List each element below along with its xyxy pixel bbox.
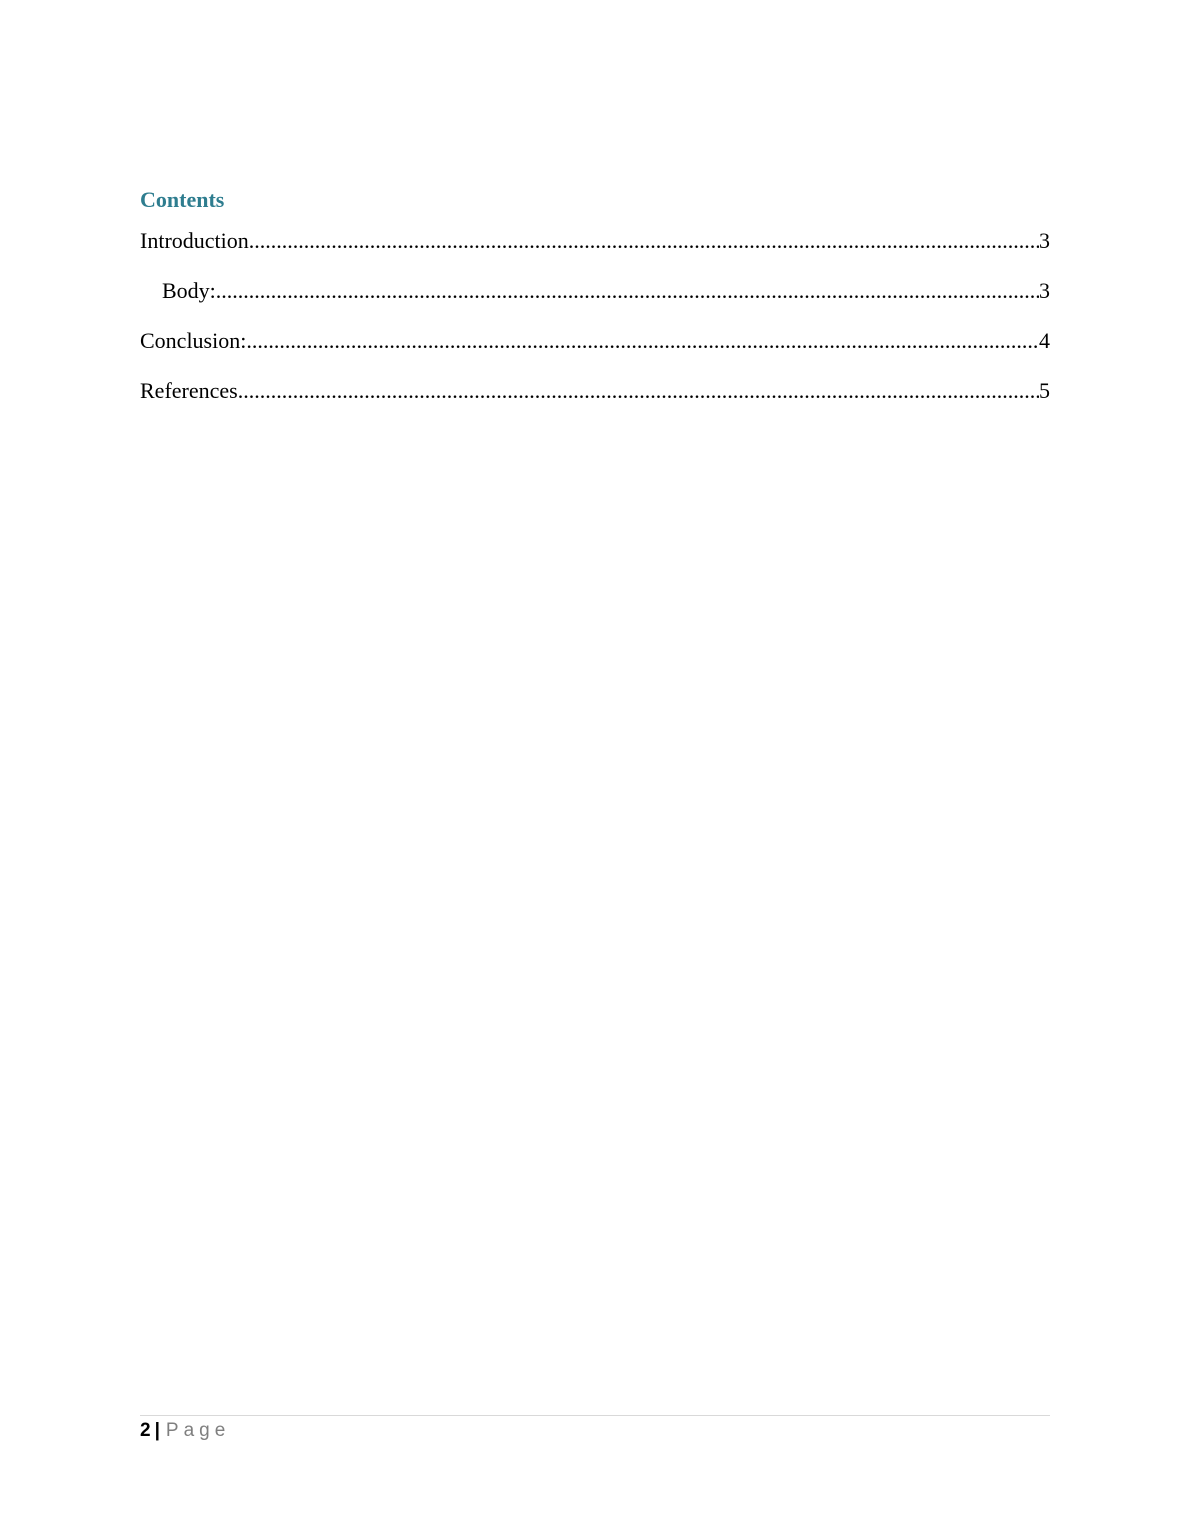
page-footer	[140, 1419, 230, 1443]
toc-entry-label: References	[140, 378, 238, 403]
toc-page-number: 5	[1039, 378, 1050, 403]
toc-entry-label: Conclusion:	[140, 328, 247, 353]
toc-page-number: 4	[1039, 328, 1050, 353]
toc-dot-leader	[216, 276, 1039, 306]
toc-page-number: 3	[1039, 228, 1050, 253]
toc-page-number: 3	[1039, 278, 1050, 303]
toc-heading: Contents	[140, 187, 225, 212]
toc-dot-leader	[238, 376, 1039, 406]
toc-entry-references[interactable]	[140, 376, 1050, 406]
toc-dot-leader	[249, 226, 1039, 256]
toc-entry-label: Body:	[162, 278, 216, 303]
toc-entry-label: Introduction	[140, 228, 249, 253]
footer-divider	[140, 1415, 1050, 1416]
footer-separator: |	[154, 1420, 160, 1441]
footer-page-number: 2	[140, 1420, 151, 1441]
table-of-contents	[140, 226, 1050, 426]
toc-entry-introduction[interactable]	[140, 226, 1050, 256]
toc-entry-body[interactable]	[140, 276, 1050, 306]
footer-page-word: Page	[165, 1420, 231, 1441]
toc-dot-leader	[246, 326, 1039, 356]
toc-entry-conclusion[interactable]	[140, 326, 1050, 356]
